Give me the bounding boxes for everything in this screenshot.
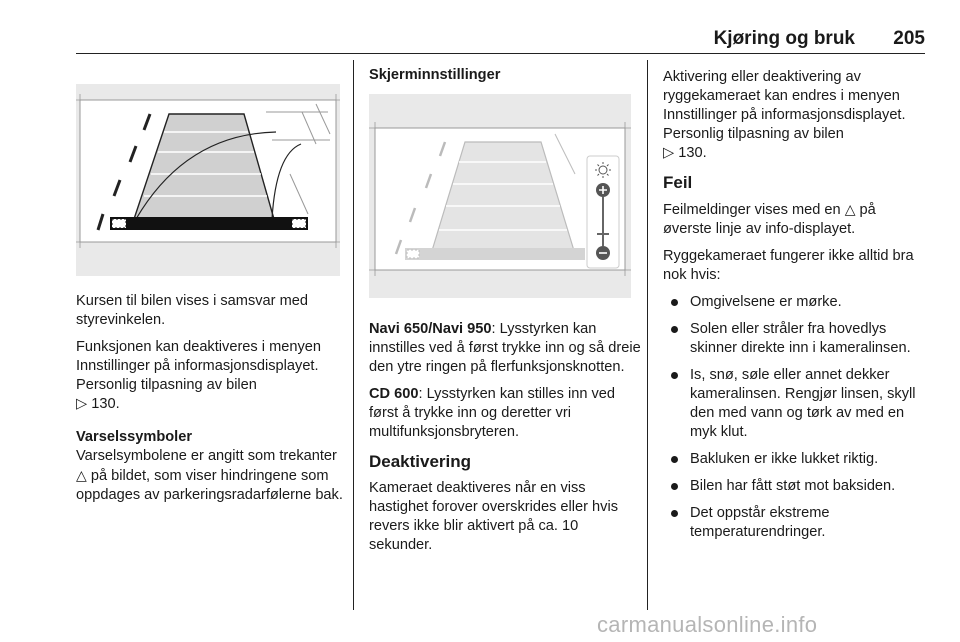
page-header	[76, 28, 925, 54]
cd-paragraph	[369, 385, 641, 442]
page-ref[interactable]: 130.	[91, 396, 120, 412]
middle-column-heading-block	[369, 66, 639, 93]
fault-heading: Feil	[663, 173, 693, 192]
list-item: Solen eller stråler fra hovedlys skinner direkte inn i kameralinsen.	[663, 320, 927, 358]
warning-triangle-icon: △	[76, 467, 87, 483]
brightness-plus-icon[interactable]	[596, 183, 610, 197]
list-item: Bakluken er ikke lukket riktig.	[663, 450, 927, 469]
page-ref-arrow-icon[interactable]: ▷	[76, 396, 88, 412]
warning-symbols-paragraph	[76, 447, 344, 505]
page-number: 205	[893, 28, 925, 49]
right-column	[663, 68, 927, 550]
list-item: Det oppstår ekstreme temperaturendringer.	[663, 504, 927, 542]
fault-conditions-intro: Ryggekameraet fungerer ikke alltid bra nok hvis:	[663, 248, 914, 283]
list-item: Omgivelsene er mørke.	[663, 293, 927, 312]
fault-message-paragraph	[663, 200, 927, 239]
rear-camera-display-illustration	[76, 84, 340, 276]
deactivate-paragraph	[76, 338, 344, 414]
site-watermark: carmanualsonline.info	[597, 612, 818, 637]
warning-text-a: Varselsymbolene er angitt som trekanter	[76, 448, 337, 464]
fault-text-b: på øverste linje av info-displayet.	[663, 202, 876, 237]
rear-camera-guideline-figure	[76, 84, 340, 276]
navi-text: : Lysstyrken kan innstilles ved å først trykke inn og så dreie den ytre ringen på flerfunksjonsknotten.	[369, 321, 641, 375]
navi-label: Navi 650/Navi 950	[369, 321, 492, 337]
page-ref[interactable]: 130.	[678, 145, 707, 161]
navi-paragraph	[369, 320, 641, 377]
fault-text-a: Feilmeldinger vises med en	[663, 202, 841, 218]
warning-symbols-heading: Varselssymboler	[76, 429, 193, 445]
left-column	[76, 292, 344, 513]
list-item: Bilen har fått støt mot baksiden.	[663, 477, 927, 496]
column-divider-1	[353, 60, 354, 610]
chapter-title: Kjøring og bruk	[713, 28, 855, 49]
brightness-display-illustration	[369, 94, 631, 298]
deactivate-text: Funksjonen kan deaktiveres i menyen Innstillinger på informasjonsdisplayet. Personlig tilpasning av bilen	[76, 339, 321, 393]
cd-text: : Lysstyrken kan stilles inn ved først å trykke inn og deretter vri multifunksjonsbryteren.	[369, 386, 616, 440]
activation-paragraph	[663, 68, 927, 163]
course-description: Kursen til bilen vises i samsvar med styrevinkelen.	[76, 293, 308, 328]
deactivation-text: Kameraet deaktiveres når en viss hastighet forover overskrides eller hvis revers ikke blir aktivert på ca. 10 sekunder.	[369, 480, 619, 553]
brightness-settings-figure	[369, 94, 631, 298]
middle-column	[369, 320, 641, 563]
deactivation-heading: Deaktivering	[369, 452, 472, 471]
cd-label: CD 600	[369, 386, 419, 402]
warning-text-b: på bildet, som viser hindringene som oppdages av parkeringsradarfølerne bak.	[76, 468, 343, 503]
fault-conditions-list	[663, 293, 927, 542]
brightness-minus-icon[interactable]	[596, 246, 610, 260]
screen-settings-heading: Skjerminnstillinger	[369, 67, 501, 83]
list-item: Is, snø, søle eller annet dekker kameralinsen. Rengjør linsen, skyll den med vann og tørk av med en myk klut.	[663, 366, 927, 442]
activation-text: Aktivering eller deaktivering av ryggekameraet kan endres i menyen Innstillinger på informasjonsdisplayet. Personlig tilpasning av bilen	[663, 69, 906, 142]
column-divider-2	[647, 60, 648, 610]
page-ref-arrow-icon[interactable]: ▷	[663, 145, 675, 161]
warning-triangle-icon: △	[844, 201, 856, 217]
